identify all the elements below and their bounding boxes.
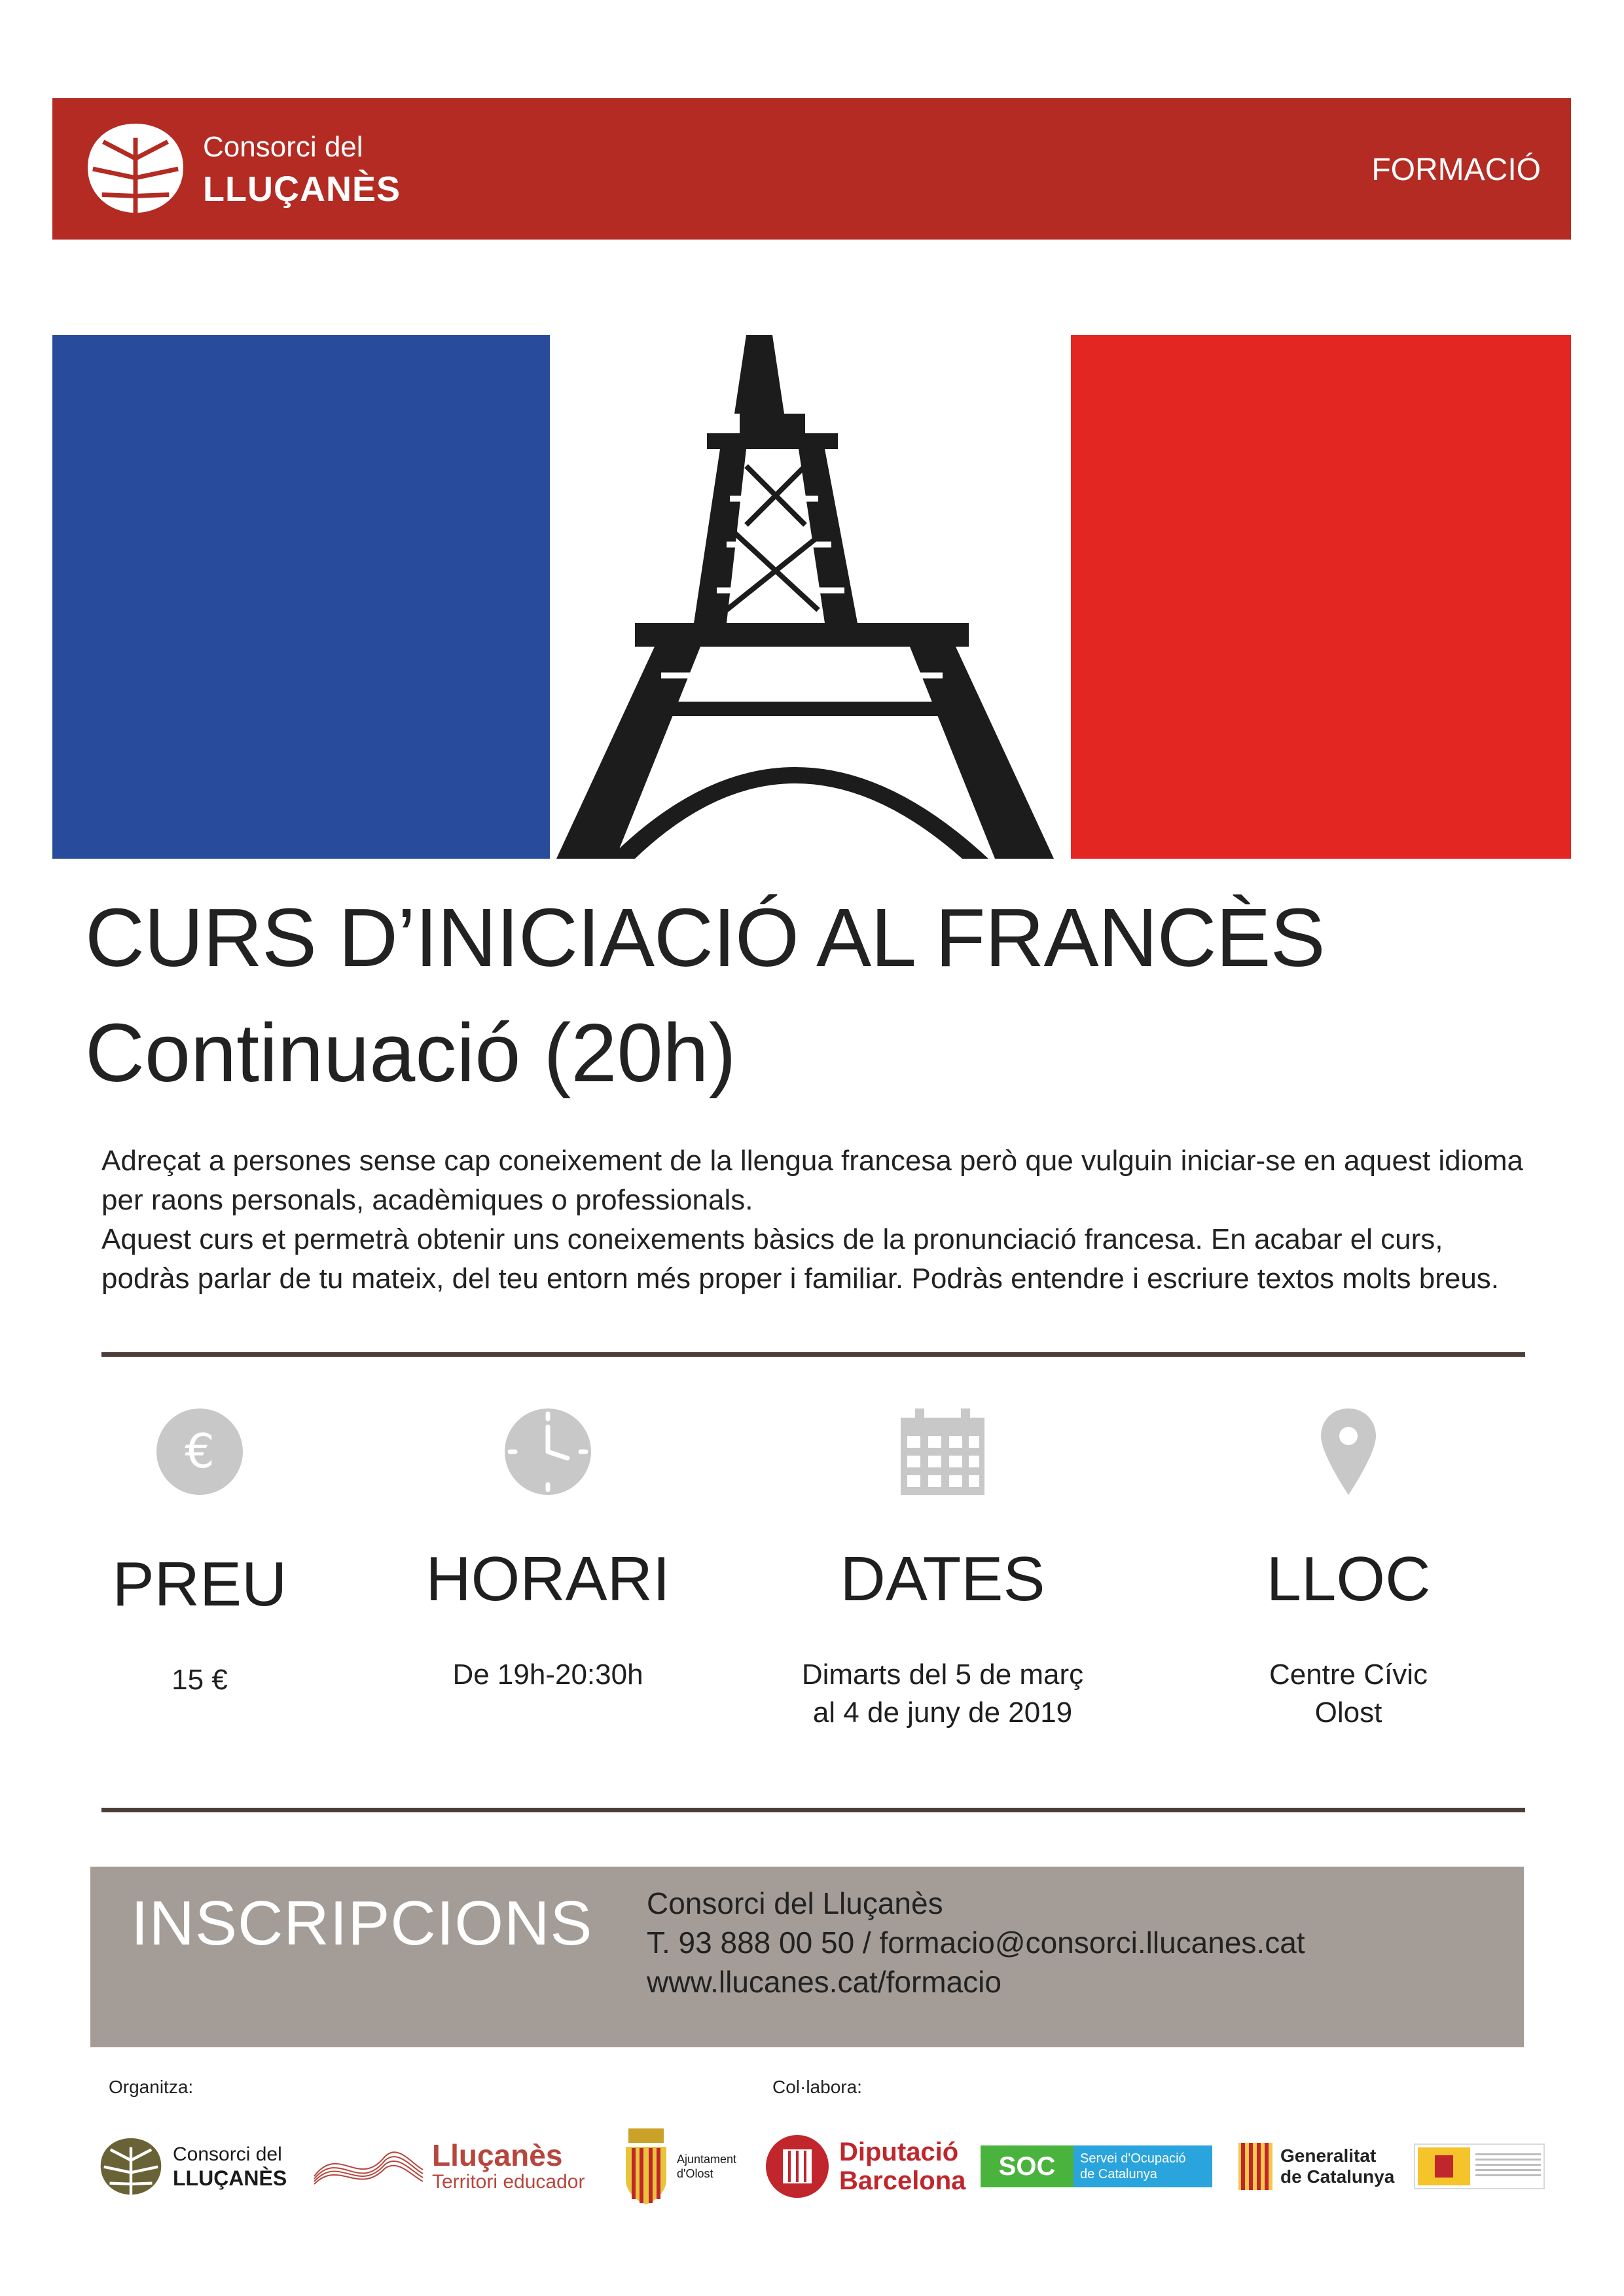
diputacio-emblem-icon <box>765 2134 830 2199</box>
svg-text:€: € <box>185 1424 215 1479</box>
logo-consorci-line1: Consorci del <box>173 2144 282 2165</box>
logo-generalitat <box>1238 2117 1394 2215</box>
logo-soc <box>981 2117 1212 2215</box>
consorci-mark-icon <box>98 2135 164 2198</box>
flag-red-band <box>1071 335 1571 859</box>
flag-blue-band <box>52 335 550 859</box>
inscriptions-contact <box>647 1884 1305 2001</box>
inscriptions-phone-email[interactable]: T. 93 888 00 50 / formacio@consorci.llucanes.cat <box>647 1926 1305 1960</box>
logo-generalitat-line1: Generalitat <box>1280 2145 1377 2166</box>
inscriptions-title: INSCRIPCIONS <box>131 1888 593 1958</box>
collabora-label: Col·labora: <box>772 2077 862 2097</box>
olost-coat-of-arms-icon <box>622 2127 670 2206</box>
euro-icon <box>155 1407 244 1496</box>
eiffel-tower-illustration <box>530 335 1091 859</box>
calendar-icon <box>898 1407 987 1496</box>
ministerio-fine-print <box>1475 2153 1541 2179</box>
inscriptions-website[interactable]: www.llucanes.cat/formacio <box>647 1965 1001 1999</box>
page-title: CURS D’INICIACIÓ AL FRANCÈS <box>85 891 1325 984</box>
logo-soc-line1: Servei d'Ocupació <box>1080 2151 1186 2166</box>
logo-ministerio <box>1414 2117 1545 2215</box>
logo-diputacio-line1: Diputació <box>839 2138 959 2166</box>
logo-ajuntament-olost <box>622 2117 736 2215</box>
info-dates-value-line1: Dimarts del 5 de març <box>801 1659 1084 1691</box>
info-price-heading: PREU <box>112 1549 287 1619</box>
logo-generalitat-line2: de Catalunya <box>1280 2166 1395 2187</box>
generalitat-flag-icon <box>1238 2143 1272 2190</box>
description-paragraph-2: Aquest curs et permetrà obtenir uns coneixements bàsics de la pronunciació francesa. En acabar el curs, podràs parlar de tu mateix, del teu entorn més proper i familiar. Podràs entendre i escriure textos molts breus. <box>101 1223 1500 1295</box>
info-dates-value-line2: al 4 de juny de 2019 <box>812 1696 1073 1729</box>
info-place-value-line1: Centre Cívic <box>1269 1659 1428 1691</box>
info-price <box>49 1407 350 1699</box>
header-org-line1: Consorci del <box>203 131 363 163</box>
info-hours <box>397 1407 698 1694</box>
logo-soc-short: SOC <box>981 2145 1074 2187</box>
header-org-line2: LLUÇANÈS <box>203 170 401 209</box>
logo-ajuntament-line1: Ajuntament <box>677 2153 737 2166</box>
course-description <box>101 1141 1525 1299</box>
page-subtitle: Continuació (20h) <box>85 1007 736 1099</box>
logo-soc-line2: de Catalunya <box>1080 2167 1157 2181</box>
location-pin-icon <box>1304 1407 1393 1496</box>
clock-icon <box>503 1407 592 1496</box>
inscriptions-org: Consorci del Lluçanès <box>647 1886 943 1920</box>
info-hours-heading: HORARI <box>425 1544 670 1614</box>
logo-consorci-line2: LLUÇANÈS <box>173 2166 287 2190</box>
info-dates <box>792 1407 1093 1732</box>
info-hours-value: De 19h-20:30h <box>452 1659 643 1691</box>
logo-diputacio-barcelona <box>765 2117 965 2215</box>
territori-wave-icon <box>313 2137 424 2196</box>
description-paragraph-1: Adreçat a persones sense cap coneixement de la llengua francesa però que vulguin iniciar-se en aquest idioma per raons personals, acadèmiques o professionals. <box>101 1145 1524 1216</box>
info-dates-heading: DATES <box>840 1544 1045 1614</box>
consorci-logo-icon <box>84 120 187 217</box>
logo-llucanes-territori <box>313 2117 585 2215</box>
spain-arms-icon <box>1418 2147 1470 2185</box>
organitza-label: Organitza: <box>109 2077 194 2097</box>
info-place-value-line2: Olost <box>1314 1696 1382 1729</box>
header-category: FORMACIÓ <box>1371 152 1541 187</box>
divider-bottom <box>101 1808 1525 1812</box>
divider-top <box>101 1352 1525 1357</box>
info-place <box>1198 1407 1499 1732</box>
logo-llucanes-line1: Lluçanès <box>432 2138 563 2172</box>
logo-diputacio-line2: Barcelona <box>839 2166 966 2195</box>
logo-ajuntament-line2: d'Olost <box>677 2167 713 2180</box>
info-place-heading: LLOC <box>1266 1544 1431 1614</box>
logo-llucanes-line2: Territori educador <box>432 2171 585 2193</box>
info-price-value: 15 € <box>171 1664 228 1696</box>
logo-consorci <box>98 2117 287 2215</box>
